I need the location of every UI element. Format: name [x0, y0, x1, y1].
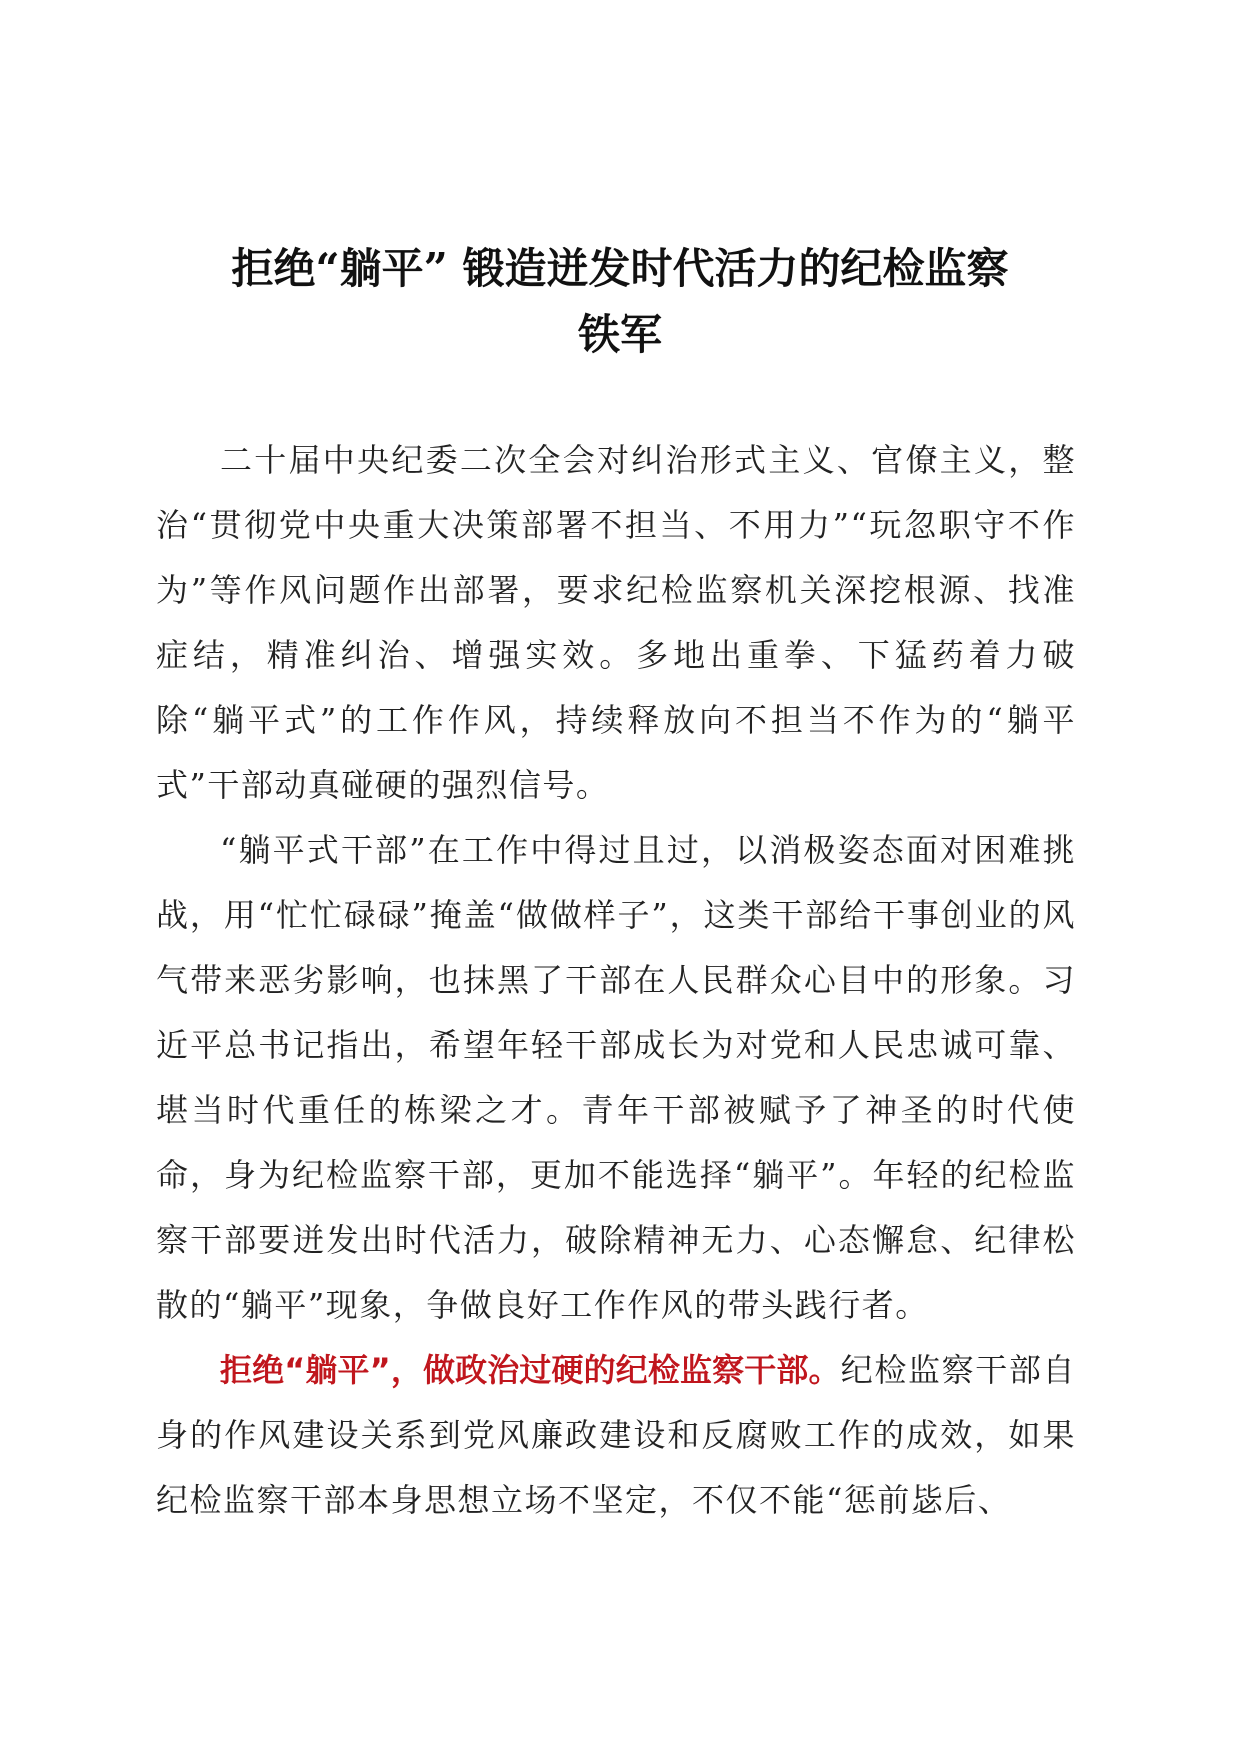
section-heading: 拒绝“躺平”，做政治过硬的纪检监察干部。 [220, 1351, 841, 1389]
paragraph-2: “躺平式干部”在工作中得过且过，以消极姿态面对困难挑战，用“忙忙碌碌”掩盖“做做样子”，这类干部给干事创业的风气带来恶劣影响，也抹黑了干部在人民群众心目中的形象。习近平总书记指出，希望年轻干部成长为对党和人民忠诚可靠、堪当时代重任的栋梁之才。青年干部被赋予了神圣的时代使命，身为纪检监察干部，更加不能选择“躺平”。年轻的纪检监察干部要迸发出时代活力，破除精神无力、心态懈怠、纪律松散的“躺平”现象，争做良好工作作风的带头践行者。 [156, 831, 1076, 1324]
document-title [150, 236, 1090, 368]
paragraph-1: 二十届中央纪委二次全会对纠治形式主义、官僚主义，整治“贯彻党中央重大决策部署不担当、不用力”“玩忽职守不作为”等作风问题作出部署，要求纪检监察机关深挖根源、找准症结，精准纠治、增强实效。多地出重拳、下猛药着力破除“躺平式”的工作作风，持续释放向不担当不作为的“躺平式”干部动真碰硬的强烈信号。 [156, 441, 1076, 804]
document-body [156, 428, 1076, 1533]
paragraph-3 [156, 1338, 1076, 1533]
title-line-2: 铁军 [577, 310, 662, 359]
paragraph-3-text: 纪检监察干部自身的作风建设关系到党风廉政建设和反腐败工作的成效，如果纪检监察干部本身思想立场不坚定，不仅不能“惩前毖后、 [156, 1351, 1076, 1519]
title-line-1: 拒绝“躺平” 锻造迸发时代活力的纪检监察 [231, 244, 1009, 293]
